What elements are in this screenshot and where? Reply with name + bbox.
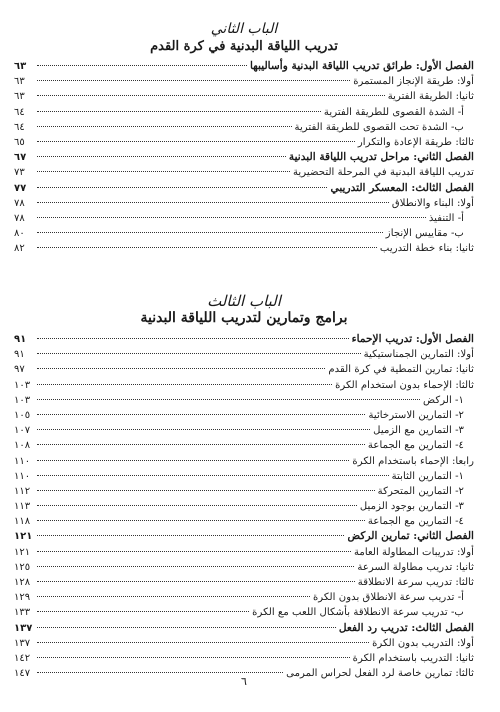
toc-entry-page: ٩١ <box>14 334 27 345</box>
toc-entry <box>14 423 474 438</box>
toc-entry <box>14 651 474 666</box>
toc-entry-title: أ- الشدة القصوى للطريقة الفترية <box>323 106 464 118</box>
dot-leader <box>37 126 292 127</box>
toc-entry-page: ٨٠ <box>14 228 25 240</box>
dot-leader <box>37 111 321 112</box>
part-title: تدريب اللياقة البدنية في كرة القدم <box>150 39 338 54</box>
toc-entry-title: ب- تدريب سرعة الانطلاقة بأشكال اللعب مع الكرة <box>252 607 464 619</box>
toc-list <box>14 59 474 256</box>
dot-leader <box>37 156 286 157</box>
dot-leader <box>37 95 385 96</box>
toc-entry-title: ١- الركض <box>422 394 464 406</box>
toc-entry <box>14 605 474 620</box>
dot-leader <box>37 444 365 445</box>
toc-entry-page: ٦٤ <box>14 106 25 118</box>
toc-chapter-entry <box>14 181 474 196</box>
toc-entry-page: ١٣٧ <box>14 622 33 634</box>
toc-entry-page: ١٤٧ <box>14 668 31 680</box>
dot-leader <box>37 475 389 476</box>
toc-entry <box>14 575 474 590</box>
toc-entry-page: ٦٣ <box>14 61 27 72</box>
toc-entry-title: أ- التنفيذ <box>428 212 464 224</box>
toc-entry-page: ١٠٥ <box>14 409 31 421</box>
toc-entry <box>14 438 474 453</box>
toc-entry-title: الفصل الثالث: المعسكر التدريبي <box>330 181 474 194</box>
toc-entry-title: ب- الشدة تحت القصوى للطريقة الفترية <box>294 121 464 133</box>
toc-entry-page: ١٢٨ <box>14 577 31 588</box>
toc-entry-page: ١٠٨ <box>14 440 31 452</box>
dot-leader <box>37 202 389 203</box>
toc-entry-title: ثالثا: تدريب سرعة الانطلاقة <box>357 577 474 588</box>
dot-leader <box>37 535 344 536</box>
dot-leader <box>37 505 357 506</box>
toc-entry <box>14 105 474 120</box>
toc-entry-title: ثالثا: تمارين خاصة لرد الفعل لحراس المرمى <box>286 668 474 680</box>
dot-leader <box>37 460 349 461</box>
toc-entry-page: ١١٨ <box>14 516 31 528</box>
toc-entry <box>14 499 474 514</box>
toc-entry-title: ثانيا: الطريقة الفترية <box>387 91 474 103</box>
toc-entry-page: ١٠٣ <box>14 394 31 406</box>
dot-leader <box>37 368 325 369</box>
toc-entry-page: ٦٣ <box>14 91 25 103</box>
toc-entry-title: ١- التمارين الثابتة <box>391 470 464 482</box>
toc-chapter-entry <box>14 332 474 347</box>
toc-entry-page: ١١٠ <box>14 455 31 467</box>
toc-entry <box>14 362 474 377</box>
toc-entry <box>14 636 474 651</box>
toc-entry-title: ثالثا: الإحماء بدون استخدام الكرة <box>335 379 474 391</box>
dot-leader <box>37 247 377 248</box>
toc-chapter-entry <box>14 59 474 74</box>
toc-entry-title: ثانيا: تدريب مطاولة السرعة <box>357 561 474 573</box>
part-heading: الباب الثالث <box>207 292 281 310</box>
toc-entry-page: ٧٨ <box>14 212 25 224</box>
toc-entry-page: ١٣٣ <box>14 607 31 619</box>
toc-entry-title: أولا: تدريبات المطاولة العامة <box>353 546 474 558</box>
part-two-section <box>14 20 474 282</box>
toc-entry <box>14 408 474 423</box>
dot-leader <box>37 429 370 430</box>
dot-leader <box>37 551 351 552</box>
dot-leader <box>37 627 336 628</box>
dot-leader <box>37 490 375 491</box>
dot-leader <box>37 657 350 658</box>
toc-entry-title: أولا: التمارين الجمناستيكية <box>363 349 474 361</box>
toc-entry <box>14 560 474 575</box>
toc-entry <box>14 514 474 529</box>
toc-entry-page: ١٤٢ <box>14 652 31 664</box>
toc-entry-title: الفصل الثالث: تدريب رد الفعل <box>338 621 474 634</box>
toc-entry-title: تدريب اللياقة البدنية في المرحلة التحضيرية <box>292 167 474 179</box>
toc-entry-page: ٦٧ <box>14 152 27 164</box>
toc-entry-page: ١٢٩ <box>14 592 31 604</box>
toc-entry-title: أولا: البناء والانطلاق <box>391 197 474 209</box>
toc-entry <box>14 454 474 469</box>
dot-leader <box>37 141 355 142</box>
toc-entry-page: ١٢١ <box>14 531 33 543</box>
toc-chapter-entry <box>14 529 474 544</box>
toc-entry-title: ثانيا: التدريب باستخدام الكرة <box>352 652 474 664</box>
toc-entry-title: أ- تدريب سرعة الانطلاق بدون الكرة <box>312 592 464 604</box>
toc-entry-page: ١١٢ <box>14 485 31 497</box>
part-title: برامج وتمارين لتدريب اللياقة البدنية <box>140 310 348 326</box>
toc-entry-page: ١١٣ <box>14 501 31 513</box>
dot-leader <box>37 187 327 188</box>
toc-entry-title: ٣- التمارين مع الزميل <box>373 425 464 437</box>
toc-entry-title: ٣- التمارين بوجود الزميل <box>359 501 464 513</box>
toc-entry <box>14 165 474 180</box>
toc-chapter-entry <box>14 621 474 636</box>
toc-entry-page: ٧٧ <box>14 182 27 194</box>
toc-page <box>14 0 474 712</box>
toc-entry <box>14 196 474 211</box>
toc-entry <box>14 135 474 150</box>
dot-leader <box>37 414 365 415</box>
toc-entry <box>14 469 474 484</box>
page-number: ٦ <box>241 675 247 688</box>
dot-leader <box>37 399 420 400</box>
toc-entry <box>14 120 474 135</box>
dot-leader <box>37 338 349 339</box>
dot-leader <box>37 611 249 612</box>
dot-leader <box>37 642 369 643</box>
toc-entry-page: ٧٨ <box>14 197 25 209</box>
toc-entry <box>14 89 474 104</box>
toc-entry <box>14 590 474 605</box>
toc-entry-page: ١٢٥ <box>14 561 31 573</box>
part-heading: الباب الثاني <box>210 21 278 37</box>
toc-entry-page: ٩١ <box>14 349 25 361</box>
toc-entry <box>14 241 474 256</box>
dot-leader <box>37 217 426 218</box>
toc-entry-page: ١١٠ <box>14 470 31 482</box>
toc-entry <box>14 226 474 241</box>
toc-entry-page: ٦٣ <box>14 76 25 88</box>
dot-leader <box>37 672 283 673</box>
toc-entry <box>14 484 474 499</box>
toc-entry-title: الفصل الأول: طرائق تدريب اللياقة البدنية وأساليبها <box>249 60 474 72</box>
toc-entry-title: ثالثا: طريقة الإعادة والتكرار <box>357 136 474 148</box>
toc-entry-title: ثانيا: بناء خطة التدريب <box>379 243 474 255</box>
toc-entry-title: الفصل الثاني: تمارين الركض <box>347 530 474 543</box>
dot-leader <box>37 384 332 385</box>
part-three-section <box>14 292 474 681</box>
toc-entry-page: ١٢١ <box>14 546 31 558</box>
toc-entry-title: ثانيا: تمارين التمطية في كرة القدم <box>328 364 474 376</box>
dot-leader <box>37 566 354 567</box>
toc-entry-title: ٤- التمارين مع الجماعة <box>367 516 464 528</box>
dot-leader <box>37 581 355 582</box>
toc-entry-page: ١٠٧ <box>14 425 31 437</box>
dot-leader <box>37 596 310 597</box>
toc-entry <box>14 545 474 560</box>
toc-entry-title: ٢- التمارين الاسترخائية <box>368 409 464 421</box>
toc-entry-page: ٩٧ <box>14 364 25 376</box>
toc-entry-page: ٧٣ <box>14 167 25 179</box>
toc-entry-page: ١٣٧ <box>14 637 31 649</box>
toc-entry-title: ب- مقاييس الإنجاز <box>385 228 464 240</box>
toc-entry-title: أولا: التدريب بدون الكرة <box>372 637 474 649</box>
toc-entry-title: ٤- التمارين مع الجماعة <box>367 440 464 452</box>
toc-entry-page: ٨٢ <box>14 243 25 255</box>
dot-leader <box>37 232 383 233</box>
toc-entry <box>14 211 474 226</box>
toc-entry-title: رابعا: الإحماء باستخدام الكرة <box>352 455 474 467</box>
toc-entry <box>14 347 474 362</box>
dot-leader <box>37 353 361 354</box>
toc-entry <box>14 393 474 408</box>
dot-leader <box>37 80 350 81</box>
toc-entry <box>14 378 474 393</box>
toc-entry-title: أولا: طريقة الإنجاز المستمرة <box>353 76 474 88</box>
toc-chapter-entry <box>14 150 474 165</box>
toc-entry-page: ١٠٣ <box>14 379 31 391</box>
toc-entry-page: ٦٤ <box>14 121 25 133</box>
toc-entry-title: الفصل الأول: تدريب الإحماء <box>351 333 474 345</box>
dot-leader <box>37 171 290 172</box>
toc-entry-page: ٦٥ <box>14 136 25 148</box>
toc-entry <box>14 74 474 89</box>
dot-leader <box>37 65 247 66</box>
toc-list <box>14 332 474 681</box>
dot-leader <box>37 520 365 521</box>
toc-entry-title: الفصل الثاني: مراحل تدريب اللياقة البدنية <box>288 151 474 164</box>
toc-entry-title: ٢- التمارين المتحركة <box>377 485 464 497</box>
